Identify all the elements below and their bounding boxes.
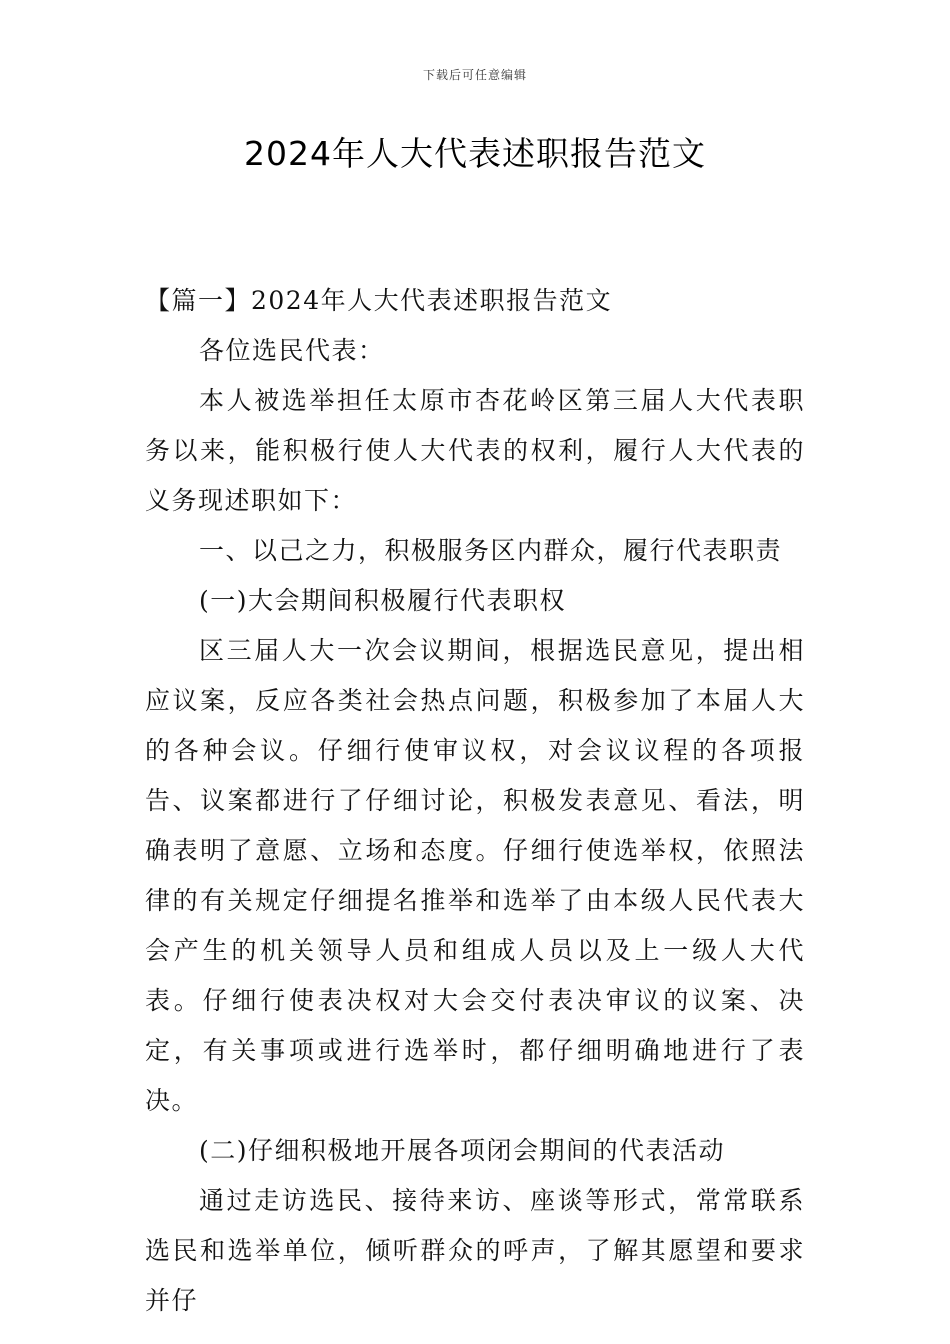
intro-paragraph: 本人被选举担任太原市杏花岭区第三届人大代表职务以来，能积极行使人大代表的权利，履行人大代表的义务现述职如下： [145, 386, 805, 515]
document-body [145, 276, 805, 1326]
salutation-paragraph: 各位选民代表： [199, 336, 385, 365]
header-note: 下载后可任意编辑 [422, 68, 527, 82]
subsection-one-paragraph: 区三届人大一次会议期间，根据选民意见，提出相应议案，反应各类社会热点问题，积极参加了本届人大的各种会议。仔细行使审议权，对会议议程的各项报告、议案都进行了仔细讨论，积极发表意见、看法，明确表明了意愿、立场和态度。仔细行使选举权，依照法律的有关规定仔细提名推举和选举了由本级人民代表大会产生的机关领导人员和组成人员以及上一级人大代表。仔细行使表决权对大会交付表决审议的议案、决定，有关事项或进行选举时，都仔细明确地进行了表决。 [145, 636, 805, 1115]
subsection-two-heading: (二)仔细积极地开展各项闭会期间的代表活动 [199, 1136, 726, 1165]
section-one-heading: 一、以己之力，积极服务区内群众，履行代表职责 [199, 536, 783, 565]
section-heading: 【篇一】2024年人大代表述职报告范文 [145, 286, 613, 315]
subsection-one-heading: (一)大会期间积极履行代表职权 [199, 586, 567, 615]
document-title: 2024年人大代表述职报告范文 [244, 134, 706, 173]
subsection-two-paragraph: 通过走访选民、接待来访、座谈等形式，常常联系选民和选举单位，倾听群众的呼声，了解其愿望和要求并仔 [145, 1186, 805, 1315]
